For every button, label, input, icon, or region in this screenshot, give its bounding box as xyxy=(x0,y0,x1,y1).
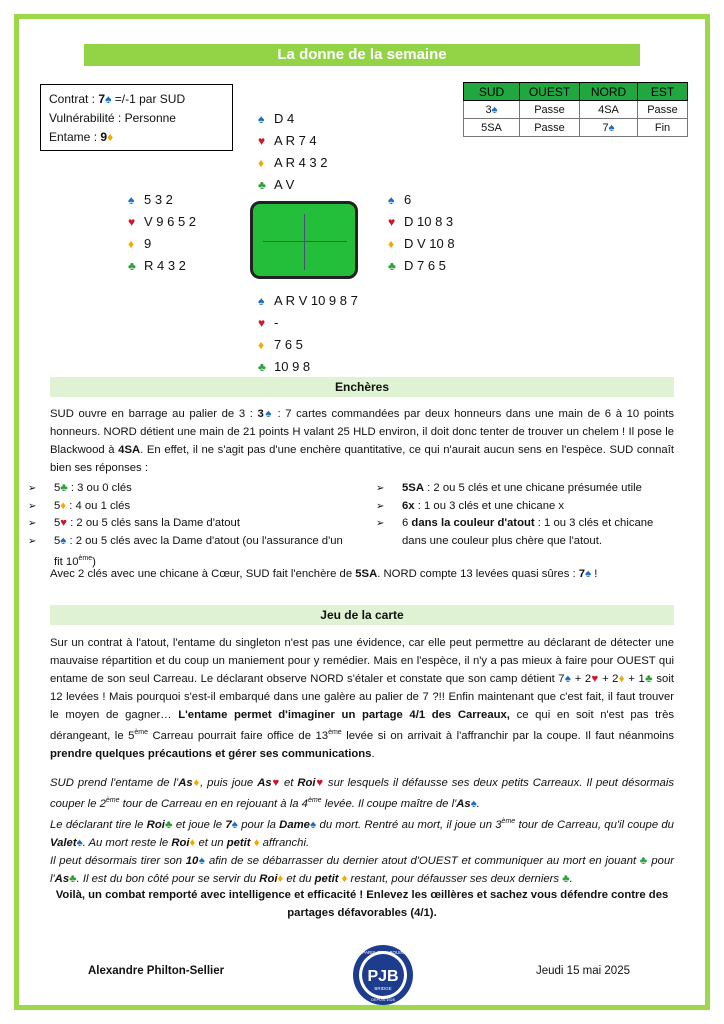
right-bullet-list xyxy=(376,480,676,550)
lead-line: Entame : 9♦ xyxy=(49,130,114,144)
list-item: ➢ 6x : 1 ou 3 clés et une chicane x xyxy=(376,498,676,516)
west-hand: ♠ 5 3 2 ♥ V 9 6 5 2 ♦ 9 ♣ R 4 3 2 xyxy=(128,189,196,277)
arrow-bullet-icon: ➢ xyxy=(28,483,37,494)
arrow-bullet-icon: ➢ xyxy=(376,500,385,512)
bid-cell: Passe xyxy=(520,101,580,119)
bid-cell: 5SA xyxy=(464,119,520,137)
east-hand: ♠ 6 ♥ D 10 8 3 ♦ D V 10 8 ♣ D 7 6 5 xyxy=(388,189,455,277)
encheres-heading: Enchères xyxy=(50,377,674,397)
club-icon: ♣ xyxy=(388,259,396,273)
page-title: La donne de la semaine xyxy=(84,44,640,66)
club-icon: ♣ xyxy=(60,482,68,494)
encheres-intro: SUD ouvre en barrage au palier de 3 : 3♠ : 7 cartes commandées par deux honneurs dans une main de 6 à 10 points honneurs. NORD détient une main de 21 points H valant 25 HLD environ, il doit donc tenter de trouver un chelem ! Il pose le Blackwood à 4SA. En effet, il ne s'agit pas d'une enchère quantitative, ce qui n'aurait aucun sens en l'espèce. SUD connaît bien ses réponses : xyxy=(50,408,674,474)
bidding-table xyxy=(463,82,688,137)
bridge-table-graphic xyxy=(250,201,358,279)
header-ouest: OUEST xyxy=(520,83,580,101)
jeu-paragraph-2: SUD prend l'entame de l'As♦, puis joue As♥ et Roi♥ sur lesquels il défausse ses deux petits Carreaux. Il peut désormais couper le 2ème tour de Carreau en en rejouant à la 4ème levée. Il coupe maître de l'As♠. Le déclarant tire le Roi♣ et joue le 7♠ pour la Dame♠ du mort. Rentré au mort, il joue un 3ème tour de Carreau, qu'il coupe du Valet♠. Au mort reste le Roi♦ et un petit ♦ affranchi. Il peut désormais tirer son 10♠ afin de se débarrasser du dernier atout d'OUEST et communiquer au mort en jouant ♣ pour l'As♣. Il est du bon côté pour se servir du Roi♦ et du petit ♦ restant, pour défausser ses deux derniers ♣. xyxy=(50,777,675,885)
spade-icon: ♠ xyxy=(105,92,112,106)
club-icon: ♣ xyxy=(258,360,266,374)
encheres-conclusion: Avec 2 clés avec une chicane à Cœur, SUD fait l'enchère de 5SA. NORD compte 13 levées quasi sûres : 7♠ ! xyxy=(50,568,598,580)
list-item: ➢ 6 dans la couleur d'atout : 1 ou 3 clés et chicane dans une couleur plus chère que l'atout. xyxy=(376,517,654,547)
contract-info-box xyxy=(40,84,233,151)
list-item: ➢ 5♠ : 2 ou 5 clés avec la Dame d'atout (ou l'assurance d'un fit 10ème) xyxy=(28,534,343,568)
arrow-bullet-icon: ➢ xyxy=(376,483,385,494)
spade-icon: ♠ xyxy=(585,568,592,580)
heart-icon: ♥ xyxy=(388,215,396,229)
bid-cell: Passe xyxy=(638,101,688,119)
spade-icon: ♠ xyxy=(258,112,265,126)
bid-cell: 7♠ xyxy=(580,119,638,137)
club-icon: ♣ xyxy=(258,178,266,192)
bidding-row xyxy=(464,119,688,137)
heart-icon: ♥ xyxy=(60,517,68,529)
club-icon: ♣ xyxy=(128,259,136,273)
header-est: EST xyxy=(638,83,688,101)
heart-icon: ♥ xyxy=(258,134,266,148)
spade-icon: ♠ xyxy=(564,673,572,685)
bid-cell: 4SA xyxy=(580,101,638,119)
header-sud: SUD xyxy=(464,83,520,101)
spade-icon: ♠ xyxy=(608,121,615,134)
spade-icon: ♠ xyxy=(491,103,498,116)
club-icon: ♣ xyxy=(644,673,653,685)
spade-icon: ♠ xyxy=(388,193,395,207)
diamond-icon: ♦ xyxy=(388,237,395,251)
spade-icon: ♠ xyxy=(128,193,135,207)
spade-icon: ♠ xyxy=(60,534,67,547)
spade-icon: ♠ xyxy=(263,408,273,420)
arrow-bullet-icon: ➢ xyxy=(28,518,37,529)
bid-cell: 3♠ xyxy=(464,101,520,119)
south-hand: ♠ A R V 10 9 8 7 ♥ - ♦ 7 6 5 ♣ 10 9 8 xyxy=(258,290,358,378)
diamond-icon: ♦ xyxy=(258,156,265,170)
vulnerability-line: Vulnérabilité : Personne xyxy=(49,111,176,125)
heart-icon: ♥ xyxy=(128,215,136,229)
diamond-icon: ♦ xyxy=(107,130,114,144)
bidding-header-row xyxy=(464,83,688,101)
header-nord: NORD xyxy=(580,83,638,101)
heart-icon: ♥ xyxy=(591,673,599,685)
diamond-icon: ♦ xyxy=(128,237,135,251)
arrow-bullet-icon: ➢ xyxy=(376,518,385,529)
north-hand: ♠ D 4 ♥ A R 7 4 ♦ A R 4 3 2 ♣ A V xyxy=(258,108,327,196)
list-item: ➢ 5♣ : 3 ou 0 clés xyxy=(28,480,348,498)
arrow-bullet-icon: ➢ xyxy=(28,535,37,547)
club-logo xyxy=(352,944,414,1006)
author-name: Alexandre Philton-Sellier xyxy=(88,965,225,977)
jeu-conclusion: Voilà, un combat remporté avec intelligence et efficacité ! Enlevez les œillères et sachez vous défendre contre des partages défavorables (4/1). xyxy=(55,889,669,919)
left-bullet-list xyxy=(28,480,348,571)
svg-text:DEPUIS 1925: DEPUIS 1925 xyxy=(371,998,395,1002)
list-item: ➢ 5SA : 2 ou 5 clés et une chicane présumée utile xyxy=(376,480,676,498)
spade-icon: ♠ xyxy=(258,294,265,308)
publication-date: Jeudi 15 mai 2025 xyxy=(536,965,630,977)
heart-icon: ♥ xyxy=(258,316,266,330)
bid-cell: Fin xyxy=(638,119,688,137)
svg-text:PARIS JEAN BOUIN: PARIS JEAN BOUIN xyxy=(362,950,404,955)
contract-line: Contrat : 7♠ =/-1 par SUD xyxy=(49,92,186,106)
jeu-paragraph-1: Sur un contrat à l'atout, l'entame du singleton n'est pas une évidence, car elle peut permettre au déclarant de détecter une mauvaise répartition et du coup un maniement pour y remédier. Mais en l'espèce, il n'y a pas mieux à faire pour OUEST qui entame de son seul Carreau. Le déclarant observe NORD s'étaler et constate que son camp détient 7♠ + 2♥ + 2♦ + 1♣ soit 12 levées ! Mais pourquoi s'est-il embarqué dans une galère au palier de 7 ?!! Enfin maintenant que c'est fait, il faut trouver le moyen de gagner… L'entame permet d'imaginer un partage 4/1 des Carreaux, ce qui en soit n'est pas très dérangeant, le 5ème Carreau pourrait faire office de 13ème levée si on arrivait à l'affranchir par la coupe. Il faut néanmoins prendre quelques précautions et gérer ses communications. xyxy=(50,637,674,760)
diamond-icon: ♦ xyxy=(618,673,625,685)
logo-monogram: PJB xyxy=(367,968,399,985)
jeu-heading: Jeu de la carte xyxy=(50,605,674,625)
bid-cell: Passe xyxy=(520,119,580,137)
list-item: ➢ 5♦ : 4 ou 1 clés xyxy=(28,498,348,516)
bidding-row xyxy=(464,101,688,119)
arrow-bullet-icon: ➢ xyxy=(28,500,37,512)
diamond-icon: ♦ xyxy=(60,499,67,512)
svg-text:BRIDGE: BRIDGE xyxy=(374,986,392,991)
diamond-icon: ♦ xyxy=(258,338,265,352)
list-item: ➢ 5♥ : 2 ou 5 clés sans la Dame d'atout xyxy=(28,515,348,533)
